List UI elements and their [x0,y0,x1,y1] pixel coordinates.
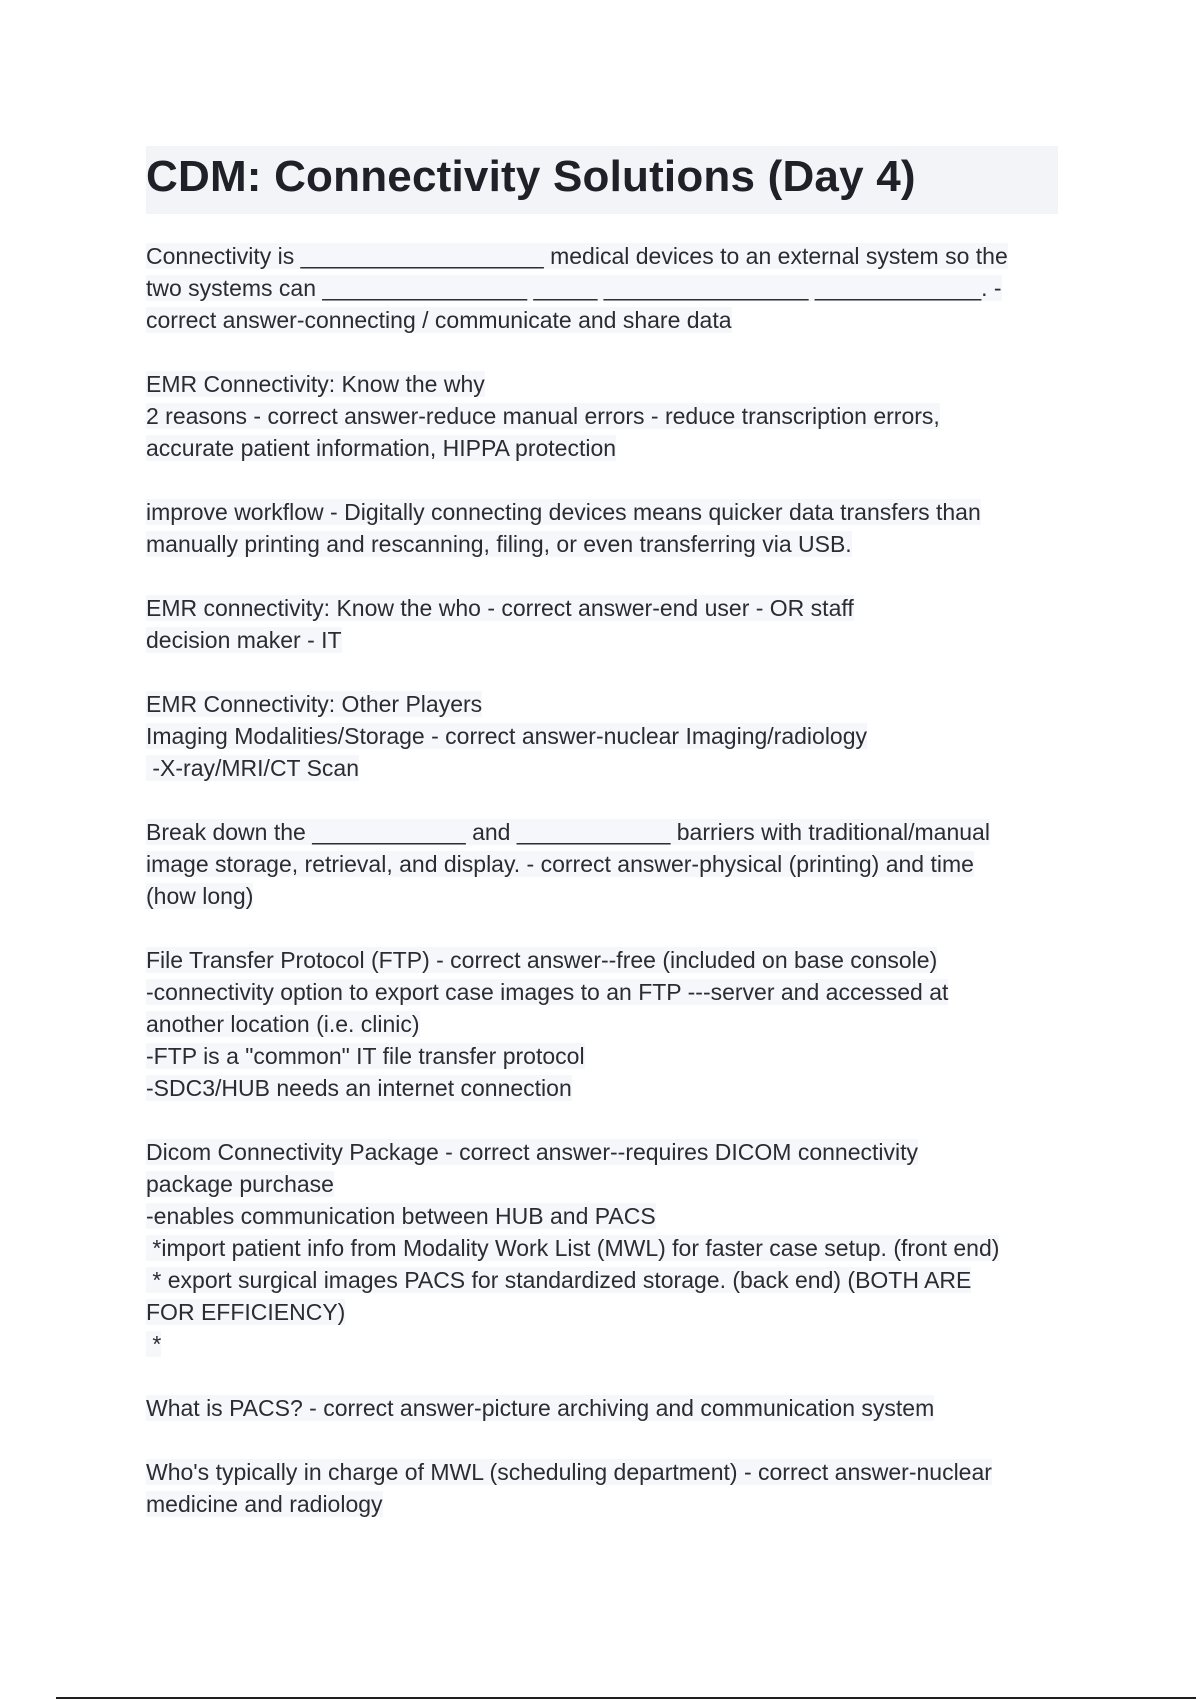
text-line: File Transfer Protocol (FTP) - correct answer--free (included on base console) [146,947,938,973]
qa-block [146,1456,1058,1520]
text-row [146,688,1058,720]
text-row [146,752,1058,784]
text-line: image storage, retrieval, and display. - correct answer-physical (printing) and time [146,851,974,877]
text-line: -X-ray/MRI/CT Scan [146,755,359,781]
text-line: -FTP is a "common" IT file transfer protocol [146,1043,585,1069]
text-row [146,528,1058,560]
text-row [146,240,1058,272]
text-row [146,1232,1058,1264]
qa-block [146,368,1058,464]
text-line: Break down the ____________ and ____________ barriers with traditional/manual [146,819,990,845]
text-line: improve workflow - Digitally connecting devices means quicker data transfers than [146,499,981,525]
text-row [146,1392,1058,1424]
text-row [146,1328,1058,1360]
text-line: decision maker - IT [146,627,342,653]
text-row [146,1296,1058,1328]
text-row [146,400,1058,432]
text-row [146,1200,1058,1232]
text-row [146,272,1058,304]
text-line: What is PACS? - correct answer-picture archiving and communication system [146,1395,935,1421]
text-line: FOR EFFICIENCY) [146,1299,346,1325]
text-row [146,1008,1058,1040]
text-line: Connectivity is ___________________ medical devices to an external system so the [146,243,1008,269]
text-line: manually printing and rescanning, filing, or even transferring via USB. [146,531,852,557]
text-row [146,1488,1058,1520]
text-line: -connectivity option to export case images to an FTP ---server and accessed at [146,979,949,1005]
text-row [146,944,1058,976]
qa-block [146,1136,1058,1360]
text-line: * export surgical images PACS for standardized storage. (back end) (BOTH ARE [146,1267,972,1293]
qa-block [146,816,1058,912]
text-line: (how long) [146,883,254,909]
text-line: correct answer-connecting / communicate and share data [146,307,732,333]
text-row [146,1264,1058,1296]
qa-block [146,592,1058,656]
text-line: two systems can ________________ _____ ________________ _____________. - [146,275,1002,301]
text-row [146,368,1058,400]
text-row [146,624,1058,656]
text-row [146,592,1058,624]
text-line: accurate patient information, HIPPA protection [146,435,617,461]
text-row [146,848,1058,880]
text-row [146,1072,1058,1104]
qa-block [146,944,1058,1104]
title-bar [146,146,1058,214]
text-line: EMR connectivity: Know the who - correct answer-end user - OR staff [146,595,854,621]
text-line: 2 reasons - correct answer-reduce manual errors - reduce transcription errors, [146,403,940,429]
text-line: *import patient info from Modality Work List (MWL) for faster case setup. (front end) [146,1235,1000,1261]
text-row [146,1456,1058,1488]
text-row [146,496,1058,528]
qa-block [146,240,1058,336]
text-row [146,1040,1058,1072]
text-line: Who's typically in charge of MWL (scheduling department) - correct answer-nuclear [146,1459,992,1485]
text-row [146,432,1058,464]
text-line: EMR Connectivity: Other Players [146,691,483,717]
text-line: Imaging Modalities/Storage - correct answer-nuclear Imaging/radiology [146,723,868,749]
text-row [146,1136,1058,1168]
document-body [146,240,1058,1520]
document-page [146,146,1058,1552]
text-row [146,816,1058,848]
qa-block [146,1392,1058,1424]
qa-block [146,496,1058,560]
text-row [146,304,1058,336]
text-line: another location (i.e. clinic) [146,1011,420,1037]
qa-block [146,688,1058,784]
text-row [146,1168,1058,1200]
page-title: CDM: Connectivity Solutions (Day 4) [146,152,916,201]
text-line: -SDC3/HUB needs an internet connection [146,1075,572,1101]
text-line: Dicom Connectivity Package - correct answer--requires DICOM connectivity [146,1139,919,1165]
bottom-divider [56,1697,1196,1699]
text-row [146,720,1058,752]
text-line: -enables communication between HUB and PACS [146,1203,656,1229]
text-line: EMR Connectivity: Know the why [146,371,485,397]
text-line: medicine and radiology [146,1491,383,1517]
text-row [146,976,1058,1008]
text-line: package purchase [146,1171,334,1197]
text-line: * [146,1331,162,1357]
text-row [146,880,1058,912]
